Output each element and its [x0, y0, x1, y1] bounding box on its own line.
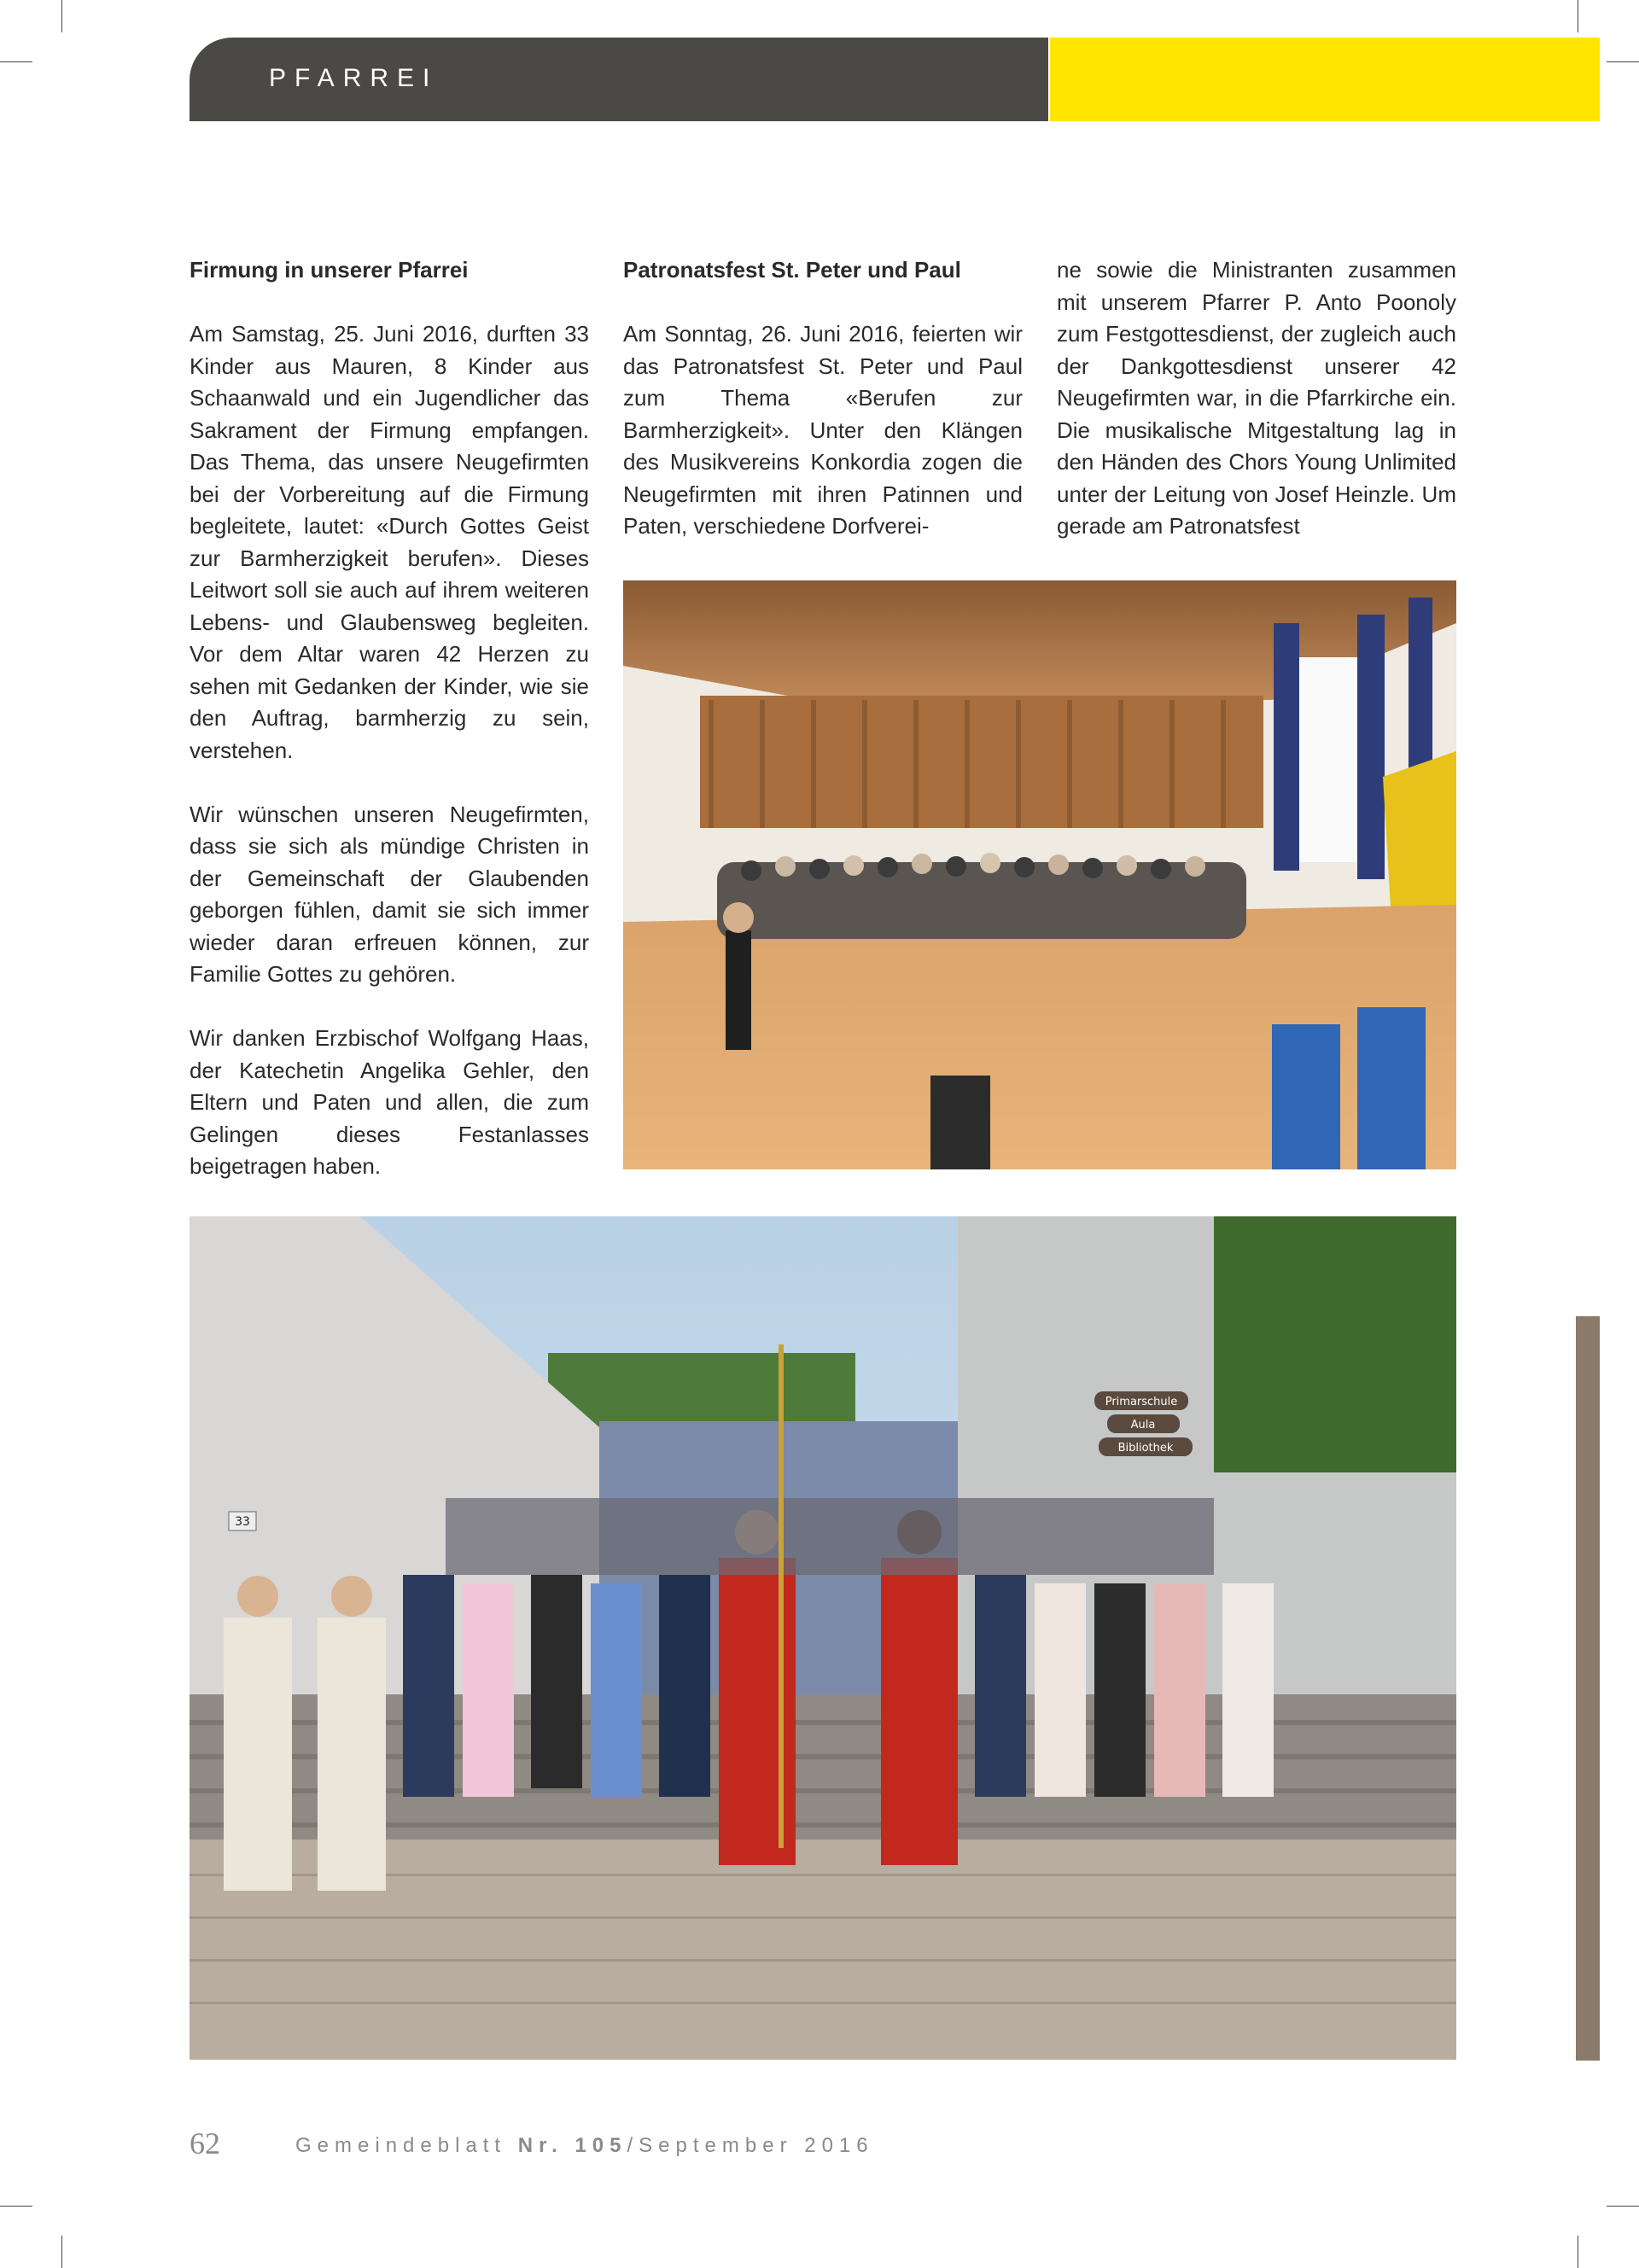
- hall-reception-photo: [623, 580, 1456, 1169]
- section-header-accent: [1050, 38, 1600, 121]
- crop-mark: [1607, 2206, 1639, 2207]
- page-footer: [190, 2125, 874, 2161]
- section-title: PFARREI: [269, 64, 439, 92]
- publication-name: Gemeindeblatt: [295, 2134, 507, 2157]
- publication-line: [295, 2134, 874, 2158]
- article-paragraph: ne sowie die Ministranten zusammen mit unserem Pfarrer P. Anto Poonoly zum Festgottesdienst, der zugleich auch der Dankgottesdienst unserer 42 Neugefirmten war, in die Pfarrkirche ein. Die musikalische Mitgestaltung lag in den Händen des Chors Young Unlimited unter der Leitung von Josef Heinzle. Um gerade am Patronatsfest: [1057, 257, 1456, 539]
- article-heading: Patronatsfest St. Peter und Paul: [623, 257, 961, 283]
- article-patronatsfest-continued: [1057, 254, 1456, 574]
- article-heading: Firmung in unserer Pfarrei: [190, 257, 469, 283]
- crop-mark: [61, 0, 62, 32]
- sign-aula: Aula: [1130, 1419, 1156, 1431]
- crop-mark: [0, 61, 32, 62]
- issue-prefix: Nr.: [517, 2134, 563, 2157]
- sign-primarschule: Primarschule: [1105, 1396, 1178, 1408]
- crop-mark: [1607, 61, 1639, 62]
- article-patronatsfest: [623, 254, 1023, 574]
- house-number: 33: [235, 1515, 250, 1529]
- sign-bibliothek: Bibliothek: [1117, 1442, 1174, 1455]
- page-number: 62: [190, 2126, 220, 2160]
- crop-mark: [61, 2236, 62, 2268]
- adjacent-page-edge: [1576, 1316, 1600, 2061]
- article-paragraph: Am Samstag, 25. Juni 2016, durften 33 Kinder aus Mauren, 8 Kinder aus Schaanwald und ein Jugendlicher das Sakrament der Firmung empfangen. Das Thema, das unsere Neugefirmten bei der Vorbereitung auf die Firmung begleitete, lautet: «Durch Gottes Geist zur Barmherzigkeit berufen». Dieses Leitwort soll sie auch auf ihrem weiteren Lebens- und Glaubensweg begleiten. Vor dem Altar waren 42 Herzen zu sehen mit Gedanken der Kinder, wie sie den Auftrag, barmherzig zu sein, verstehen.: [190, 321, 589, 763]
- article-paragraph: Wir wünschen unseren Neugefirmten, dass sie sich als mündige Christen in der Gemeinschaft der Glaubenden geborgen fühlen, damit sie sich immer wieder daran erfreuen können, zur Familie Gottes zu gehören.: [190, 801, 589, 987]
- issue-date: /September 2016: [627, 2134, 874, 2157]
- issue-number: 105: [575, 2134, 627, 2157]
- article-firmung: [190, 254, 589, 1215]
- article-paragraph: Am Sonntag, 26. Juni 2016, feierten wir das Patronatsfest St. Peter und Paul zum Thema «Berufen zur Barmherzigkeit». Unter den Klängen des Musikvereins Konkordia zogen die Neugefirmten mit ihren Patinnen und Paten, verschiedene Dorfverei-: [623, 321, 1023, 539]
- article-paragraph: Wir danken Erzbischof Wolfgang Haas, der Katechetin Angelika Gehler, den Eltern und Paten und allen, die zum Gelingen dieses Festanlasses beigetragen haben.: [190, 1025, 589, 1179]
- confirmation-group-photo: [190, 1216, 1456, 2060]
- crop-mark: [0, 2206, 32, 2207]
